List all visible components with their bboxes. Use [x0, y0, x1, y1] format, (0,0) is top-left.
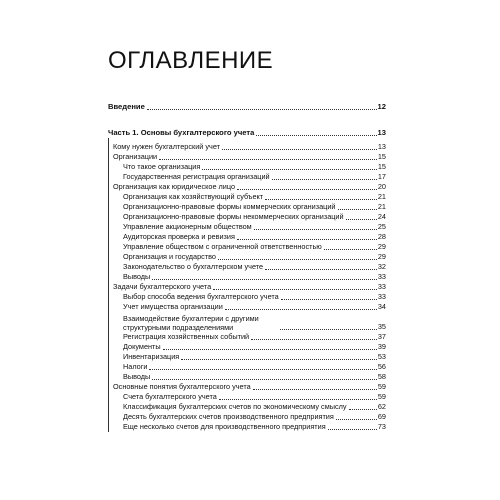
toc-entry[interactable] [108, 222, 386, 232]
toc-entry-page: 28 [377, 232, 386, 241]
toc-entry-page: 69 [377, 412, 386, 421]
toc-entry-label: Управление акционерным обществом [123, 222, 252, 231]
toc-intro-page: 12 [377, 102, 386, 111]
toc-entry-label: Налоги [123, 362, 148, 371]
toc-part-1[interactable] [108, 128, 386, 138]
toc-leader [237, 239, 377, 240]
toc-leader [251, 339, 377, 340]
toc-entry-page: 53 [377, 352, 386, 361]
toc-entry[interactable] [108, 252, 386, 262]
toc-entry[interactable] [108, 262, 386, 272]
toc-entry-page: 24 [377, 212, 386, 221]
toc-entry[interactable] [108, 182, 386, 192]
toc-leader [346, 219, 377, 220]
toc-entry[interactable] [108, 212, 386, 222]
toc-entry-label: Документы [123, 342, 161, 351]
toc-entry-label: Основные понятия бухгалтерского учета [113, 382, 251, 391]
toc-entry-page: 39 [377, 342, 386, 351]
toc-entry-label: Десять бухгалтерских счетов производственного предприятия [123, 412, 334, 421]
toc-entry[interactable] [108, 342, 386, 352]
toc-entry-label: Задачи бухгалтерского учета [113, 282, 212, 291]
toc-entry-page: 35 [377, 322, 386, 331]
toc-entry-page: 32 [377, 262, 386, 271]
toc-entry-label: Государственная регистрация организаций [123, 172, 270, 181]
toc-entry[interactable] [108, 202, 386, 212]
toc-leader [254, 229, 377, 230]
toc-entry[interactable] [108, 392, 386, 402]
toc-leader [281, 299, 377, 300]
toc-leader [336, 419, 377, 420]
toc-entry-page: 20 [377, 182, 386, 191]
toc-leader [225, 309, 377, 310]
toc-entry-page: 13 [377, 142, 386, 151]
toc-leader [152, 279, 377, 280]
toc-entry-label: Аудиторская проверка и ревизия [123, 232, 235, 241]
toc-entry[interactable] [108, 332, 386, 342]
toc-entry-page: 15 [377, 152, 386, 161]
toc-entry-label: Управление обществом с ограниченной ответственностью [123, 242, 322, 251]
toc-entry-page: 21 [377, 192, 386, 201]
toc-entry-page: 25 [377, 222, 386, 231]
toc-entries [108, 142, 386, 432]
toc-entry-page: 59 [377, 382, 386, 391]
toc-entry-page: 58 [377, 372, 386, 381]
toc-leader [265, 269, 377, 270]
toc-leader [213, 289, 377, 290]
toc-entry-page: 17 [377, 172, 386, 181]
toc-entry-label: Взаимодействие бухгалтерии с другими структурными подразделениями [123, 314, 279, 332]
toc-entry-label: Организационно-правовые формы некоммерческих организаций [123, 212, 344, 221]
toc-leader [181, 359, 377, 360]
toc-leader [159, 159, 377, 160]
toc-leader [219, 399, 377, 400]
toc-entry-label: Организационно-правовые формы коммерческих организаций [123, 202, 336, 211]
toc-leader [265, 199, 377, 200]
toc-entry-label: Организации [113, 152, 158, 161]
toc-leader [149, 369, 376, 370]
toc-entry-label: Еще несколько счетов для производственного предприятия [123, 422, 326, 431]
toc-leader [147, 109, 377, 110]
toc-entry[interactable] [108, 362, 386, 372]
toc-entry-label: Что такое организация [123, 162, 201, 171]
toc-part-1-label: Часть 1. Основы бухгалтерского учета [108, 128, 255, 137]
toc-leader [324, 249, 377, 250]
toc-leader [256, 135, 376, 136]
toc-entry[interactable] [108, 162, 386, 172]
toc-entry-label: Организация как юридическое лицо [113, 182, 236, 191]
toc-entry-label: Выводы [123, 372, 151, 381]
toc-entry[interactable] [108, 232, 386, 242]
toc-entry-page: 59 [377, 392, 386, 401]
toc-entry[interactable] [108, 422, 386, 432]
toc-entry[interactable] [108, 272, 386, 282]
toc-leader [163, 349, 377, 350]
toc-leader [202, 169, 377, 170]
toc-leader [328, 429, 377, 430]
toc-entry-label: Регистрация хозяйственных событий [123, 332, 250, 341]
toc-entry-label: Счета бухгалтерского учета [123, 392, 217, 401]
toc-entry-label: Выбор способа ведения бухгалтерского учета [123, 292, 279, 301]
page-title: ОГЛАВЛЕНИЕ [108, 47, 274, 74]
toc-leader [253, 389, 377, 390]
toc-leader [349, 409, 377, 410]
toc-intro-label: Введение [108, 102, 145, 111]
toc-entry-label: Выводы [123, 272, 151, 281]
toc-entry-page: 29 [377, 242, 386, 251]
toc-leader [222, 149, 377, 150]
toc-entry[interactable] [108, 412, 386, 422]
toc-leader [237, 189, 377, 190]
toc-entry[interactable] [108, 292, 386, 302]
toc-entry-page: 34 [377, 302, 386, 311]
toc-entry[interactable] [108, 192, 386, 202]
toc-entry[interactable] [108, 282, 386, 292]
toc-entry[interactable] [108, 142, 386, 152]
toc-leader [152, 379, 377, 380]
toc-entry-label: Организация как хозяйствующий субъект [123, 192, 264, 201]
toc-entry[interactable] [108, 352, 386, 362]
toc-entry[interactable] [108, 172, 386, 182]
toc-entry-page: 73 [377, 422, 386, 431]
toc-entry-label: Законодательство о бухгалтерском учете [123, 262, 264, 271]
toc-entry[interactable] [108, 372, 386, 382]
toc-entry-page: 33 [377, 272, 386, 281]
toc-entry[interactable] [108, 382, 386, 392]
toc-leader [272, 179, 377, 180]
toc-leader [218, 259, 377, 260]
toc-leader [338, 209, 377, 210]
table-of-contents [108, 102, 386, 432]
toc-entry-page: 37 [377, 332, 386, 341]
toc-entry-label: Учет имущества организации [123, 302, 223, 311]
toc-entry[interactable] [108, 152, 386, 162]
toc-entry-label: Классификация бухгалтерских счетов по экономическому смыслу [123, 402, 347, 411]
toc-part-1-page: 13 [377, 128, 386, 137]
toc-entry[interactable] [108, 402, 386, 412]
toc-entry-page: 56 [377, 362, 386, 371]
toc-entry-page: 29 [377, 252, 386, 261]
toc-entry[interactable] [108, 302, 386, 312]
toc-entry-page: 33 [377, 292, 386, 301]
toc-entry[interactable] [108, 242, 386, 252]
toc-entry-page: 21 [377, 202, 386, 211]
toc-entry-label: Кому нужен бухгалтерский учет [113, 142, 220, 151]
toc-entry[interactable] [108, 312, 386, 332]
toc-entry-page: 15 [377, 162, 386, 171]
toc-intro[interactable] [108, 102, 386, 112]
toc-entry-label: Инвентаризация [123, 352, 180, 361]
toc-entry-label: Организация и государство [123, 252, 216, 261]
toc-leader [280, 329, 377, 330]
toc-entry-page: 33 [377, 282, 386, 291]
toc-entry-page: 62 [377, 402, 386, 411]
